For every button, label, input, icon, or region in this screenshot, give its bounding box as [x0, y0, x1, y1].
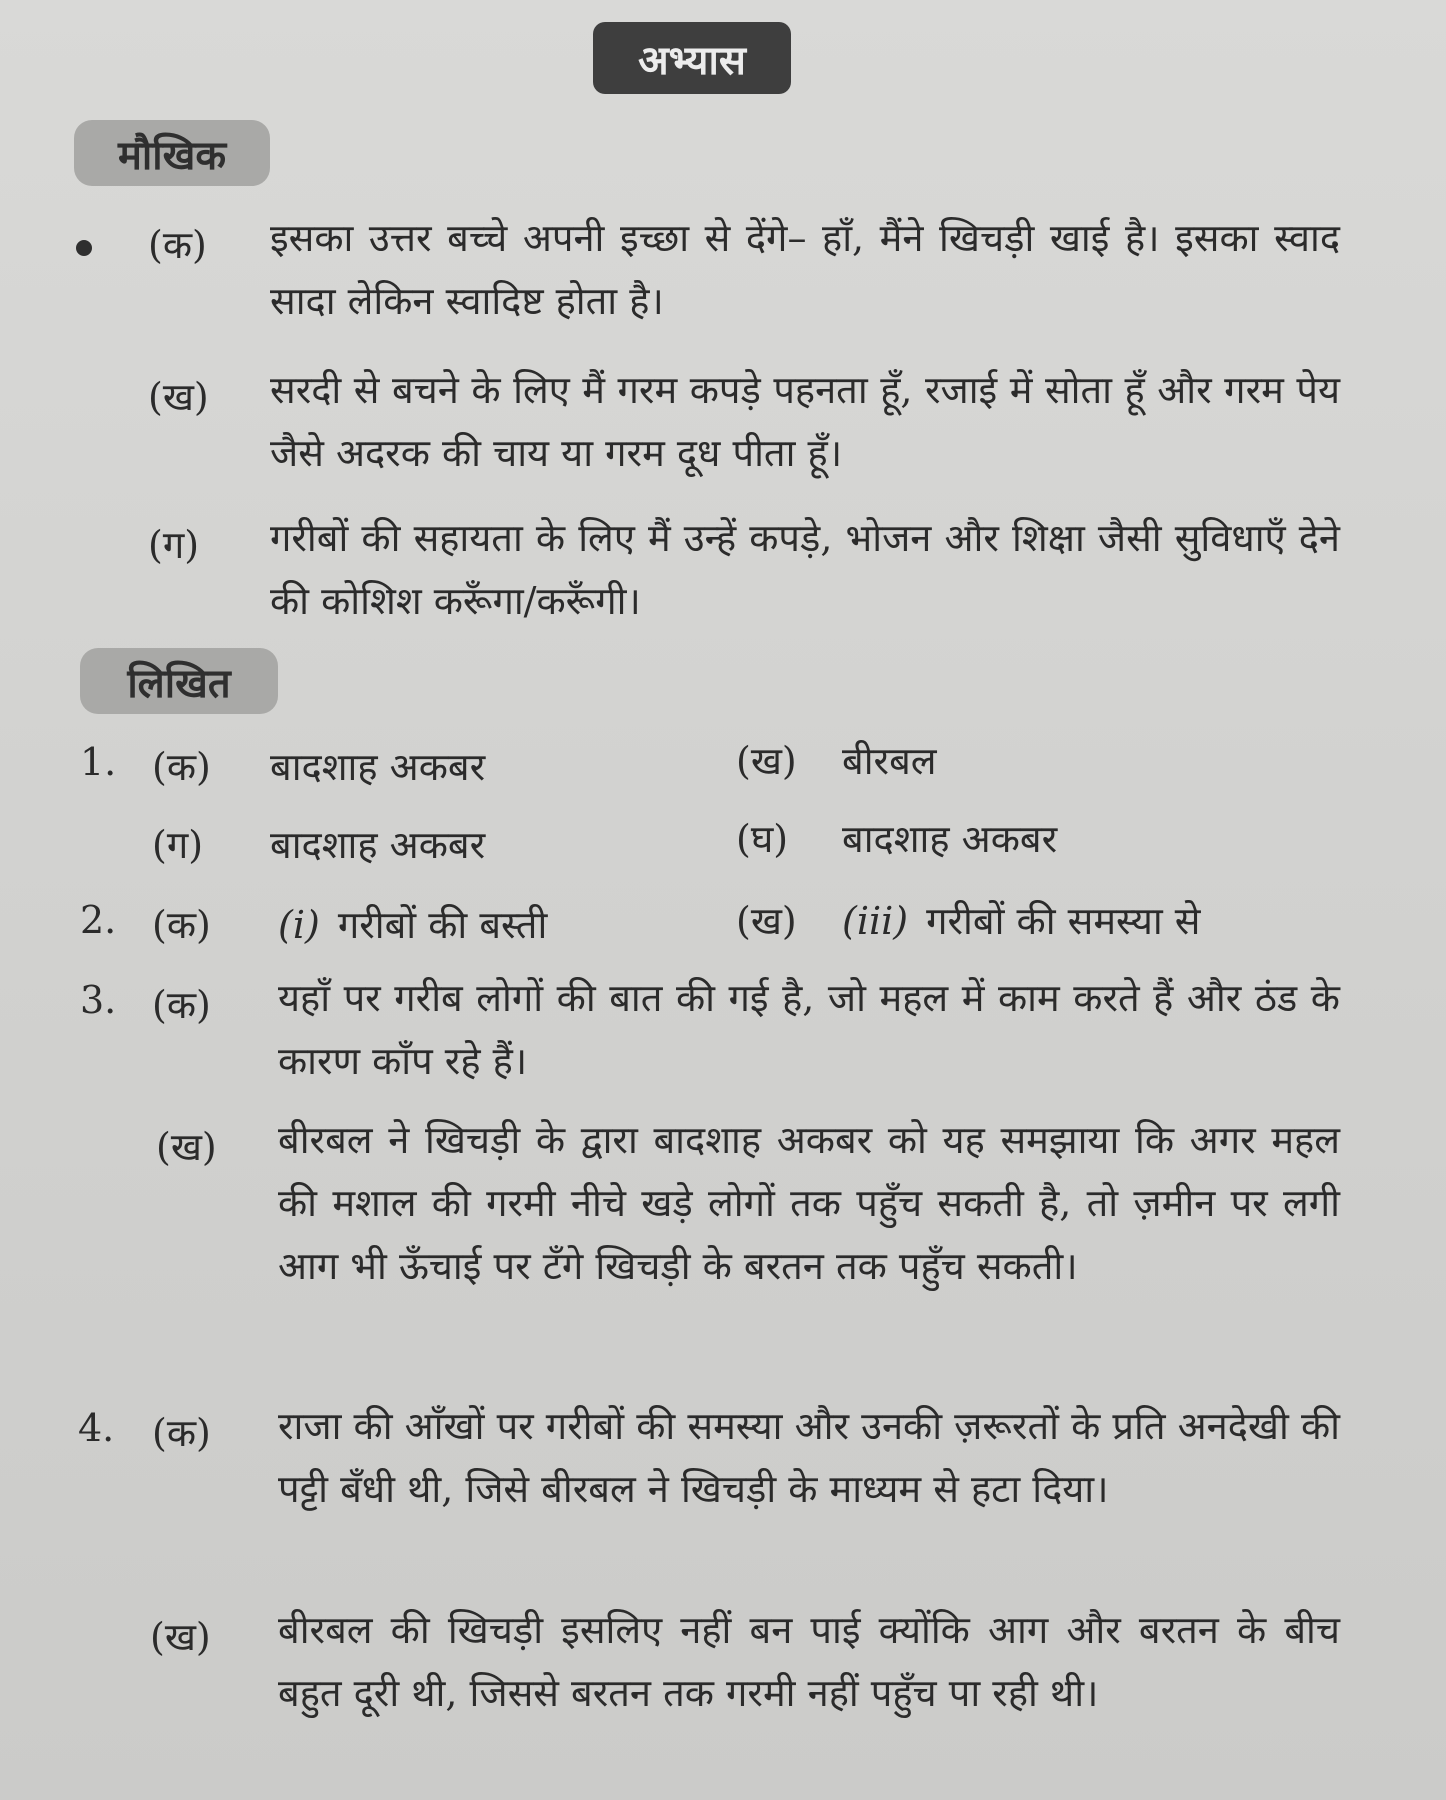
answer-text: बादशाह अकबर — [270, 823, 486, 867]
answer-label: (ख) — [150, 1615, 211, 1659]
bullet-icon — [76, 240, 92, 256]
oral-item-label: (ख) — [148, 375, 209, 419]
answer-text-value: गरीबों की समस्या से — [926, 899, 1201, 943]
oral-item-answer: गरीबों की सहायता के लिए मैं उन्हें कपड़े, भोजन और शिक्षा जैसी सुविधाएँ देने की कोशिश करूँगा/करूँगी। — [270, 516, 1340, 623]
answer-text: बादशाह अकबर — [270, 745, 486, 789]
oral-item-answer: सरदी से बचने के लिए मैं गरम कपड़े पहनता हूँ, रजाई में सोता हूँ और गरम पेय जैसे अदरक की चाय या गरम दूध पीता हूँ। — [270, 368, 1340, 475]
answer-label: (क) — [152, 745, 211, 789]
page-title: अभ्यास — [593, 22, 791, 94]
answer-text — [842, 894, 1200, 946]
question-number: 1. — [80, 740, 117, 784]
answer-label: (ख) — [156, 1125, 217, 1169]
section-heading-oral: मौखिक — [74, 120, 270, 186]
answer-text: बादशाह अकबर — [842, 817, 1058, 861]
section-heading-written: लिखित — [80, 648, 278, 714]
answer-text: बीरबल — [842, 739, 937, 783]
roman-option: (iii) — [842, 899, 909, 943]
oral-item-label: (क) — [148, 223, 207, 267]
answer-text: राजा की आँखों पर गरीबों की समस्या और उनकी ज़रूरतों के प्रति अनदेखी की पट्टी बँधी थी, जिसे बीरबल ने खिचड़ी के माध्यम से हटा दिया। — [278, 1404, 1340, 1511]
answer-label: (ख) — [736, 899, 797, 943]
answer-label: (ग) — [152, 823, 204, 867]
answer-label: (ख) — [736, 739, 797, 783]
answer-label: (क) — [152, 903, 211, 947]
answer-label: (घ) — [736, 817, 789, 861]
oral-item-label: (ग) — [148, 523, 200, 567]
answer-label: (क) — [152, 983, 211, 1027]
oral-item-answer: इसका उत्तर बच्चे अपनी इच्छा से देंगे– हाँ, मैंने खिचड़ी खाई है। इसका स्वाद सादा लेकिन स्वादिष्ट होता है। — [270, 216, 1340, 323]
roman-option: (i) — [278, 903, 320, 947]
question-number: 3. — [80, 978, 117, 1022]
question-number: 4. — [78, 1406, 115, 1450]
answer-text-value: गरीबों की बस्ती — [337, 903, 548, 947]
answer-label: (क) — [152, 1411, 211, 1455]
answer-text — [278, 898, 547, 950]
question-number: 2. — [80, 898, 117, 942]
answer-text: बीरबल ने खिचड़ी के द्वारा बादशाह अकबर को यह समझाया कि अगर महल की मशाल की गरमी नीचे खड़े लोगों तक पहुँच सकती है, तो ज़मीन पर लगी आग भी ऊँचाई पर टँगे खिचड़ी के बरतन तक पहुँच सकती। — [278, 1118, 1340, 1288]
answer-text: यहाँ पर गरीब लोगों की बात की गई है, जो महल में काम करते हैं और ठंड के कारण काँप रहे हैं। — [278, 976, 1340, 1083]
answer-text: बीरबल की खिचड़ी इसलिए नहीं बन पाई क्योंकि आग और बरतन के बीच बहुत दूरी थी, जिससे बरतन तक गरमी नहीं पहुँच पा रही थी। — [278, 1608, 1340, 1715]
